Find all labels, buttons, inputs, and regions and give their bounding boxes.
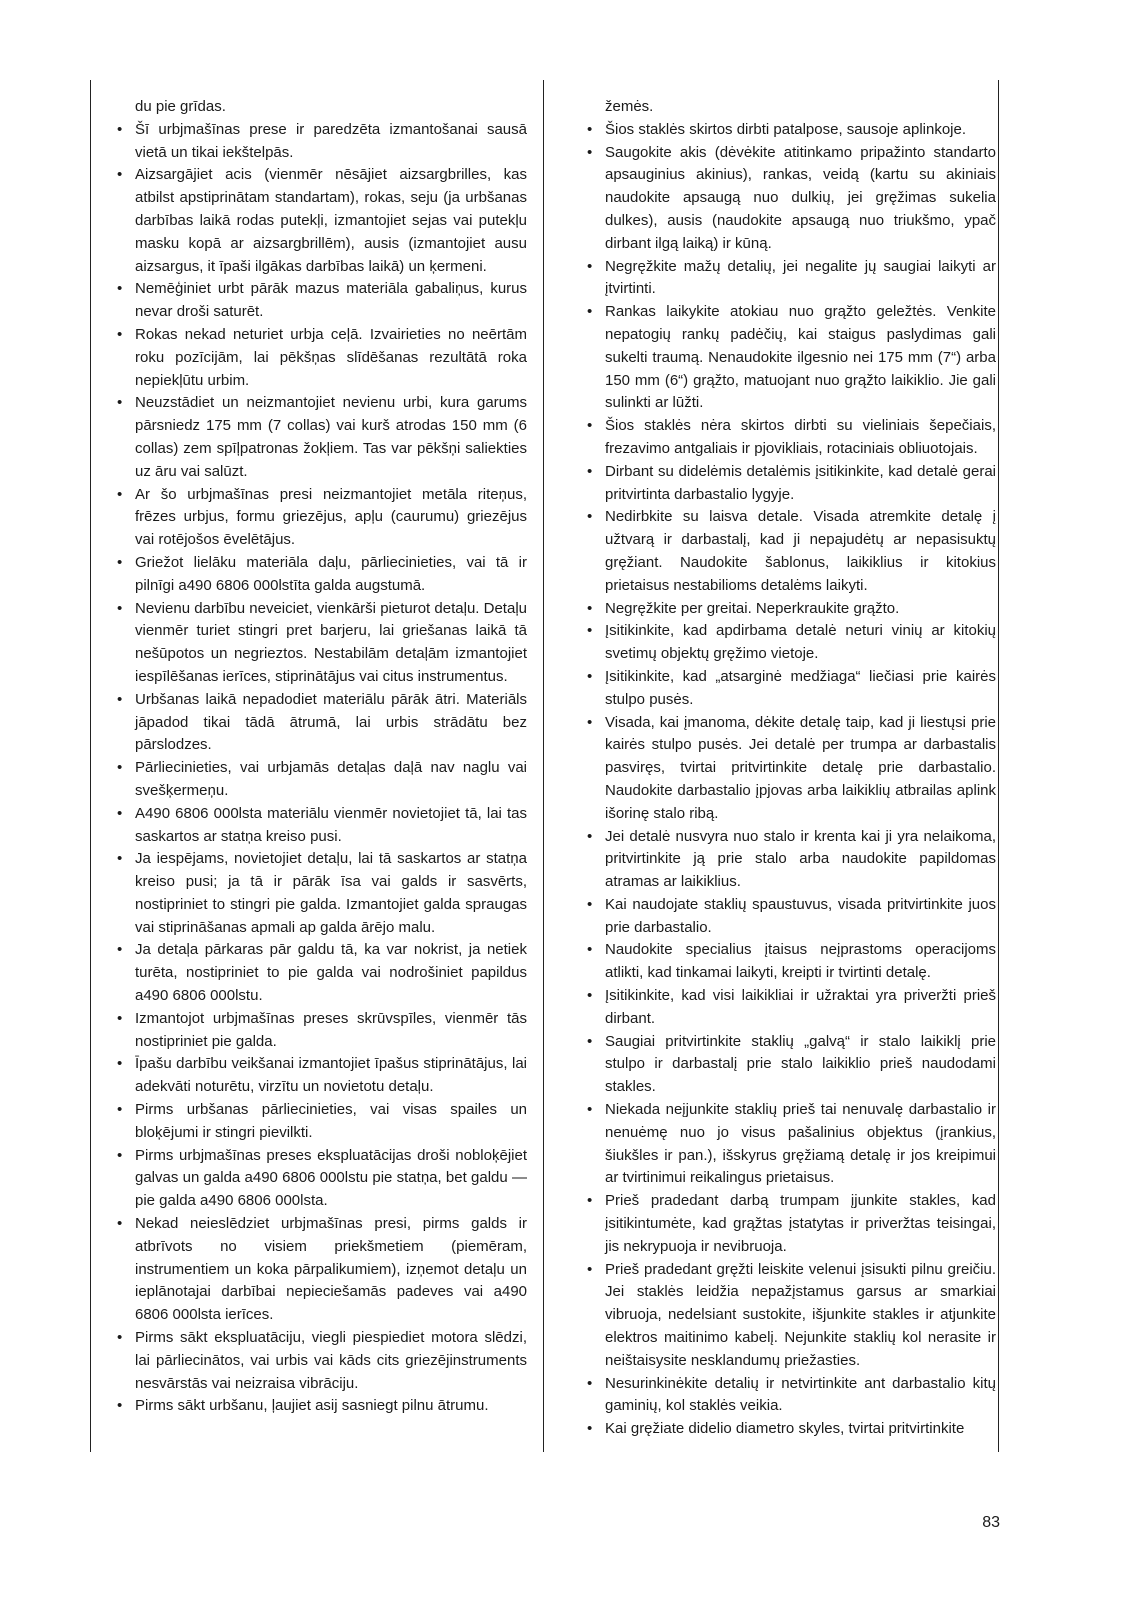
list-item: • Saugiai pritvirtinkite staklių „galvą“ ir stalo laikiklį prie stulpo ir darbastalį prie stalo laikiklio prieš naudodami stakles. — [587, 1031, 996, 1099]
list-item: • Nevienu darbību neveiciet, vienkārši pieturot detaļu. Detaļu vienmēr turiet stingri pret barjeru, lai griešanas laikā tā nešūpotos un negrieztos. Nestabilām detaļām izmantojiet iespīlēšanas ierīces, stiprinātājus vai citus instrumentus. — [117, 598, 527, 689]
list-item: • Prieš pradedant gręžti leiskite velenui įsisukti pilnu greičiu. Jei staklės leidžia nepažįstamus garsus ar smarkiai vibruoja, nedelsiant sustokite, išjunkite stakles ir atjunkite elektros maitinimo kabelį. Nejunkite staklių kol nerasite ir neištaisysite nesklandumų priežasties. — [587, 1259, 996, 1373]
list-item: • Šī urbjmašīnas prese ir paredzēta izmantošanai sausā vietā un tikai iekštelpās. — [117, 119, 527, 165]
list-item: • Pārliecinieties, vai urbjamās detaļas daļā nav naglu vai svešķermeņu. — [117, 757, 527, 803]
list-item: • Pirms urbšanas pārliecinieties, vai visas spailes un bloķējumi ir stingri pievilkti. — [117, 1099, 527, 1145]
left-margin-rule — [90, 80, 91, 1452]
list-item: • Rankas laikykite atokiau nuo grąžto geležtės. Venkite nepatogių rankų padėčių, kai staigus paslydimas gali sukelti traumą. Nenaudokite ilgesnio nei 175 mm (7“) arba 150 mm (6“) grąžto, matuojant nuo grąžto laikiklio. Jie gali sulinkti ar lūžti. — [587, 301, 996, 415]
list-item: • Saugokite akis (dėvėkite atitinkamo pripažinto standarto apsauginius akinius), rankas, veidą (kartu su akiniais naudokite apsaugą nuo dulkių, jei gręžimas sukelia dulkes), ausis (naudokite apsaugą nuo triukšmo, ypač dirbant ilgą laiką) ir kūną. — [587, 142, 996, 256]
list-item: • Įsitikinkite, kad visi laikikliai ir užraktai yra priveržti prieš dirbant. — [587, 985, 996, 1031]
center-divider-rule — [543, 80, 544, 1452]
list-item: • Šios staklės skirtos dirbti patalpose, sausoje aplinkoje. — [587, 119, 996, 142]
list-item: • Įsitikinkite, kad „atsarginė medžiaga“ liečiasi prie kairės stulpo pusės. — [587, 666, 996, 712]
list-item: • Kai gręžiate didelio diametro skyles, tvirtai pritvirtinkite — [587, 1418, 996, 1441]
list-item: • Griežot lielāku materiāla daļu, pārliecinieties, vai tā ir pilnīgi a490 6806 000lstīta galda augstumā. — [117, 552, 527, 598]
list-item: • Ja iespējams, novietojiet detaļu, lai tā saskartos ar statņa kreiso pusi; ja tā ir pārāk īsa vai galds ir sasvērts, nostipriniet to stingri pie galda. Izmantojiet galda spraugas vai stiprināšanas apmali ap galda ārējo malu. — [117, 848, 527, 939]
list-item: • Neuzstādiet un neizmantojiet nevienu urbi, kura garums pārsniedz 175 mm (7 collas) vai kurš atrodas 150 mm (6 collas) zem spīļpatronas žokļiem. Tas var pēkšņi saliekties uz āru vai salūzt. — [117, 392, 527, 483]
list-item: • Īpašu darbību veikšanai izmantojiet īpašus stiprinātājus, lai adekvāti noturētu, virzītu un novietotu detaļu. — [117, 1053, 527, 1099]
list-item: • Nemēģiniet urbt pārāk mazus materiāla gabaliņus, kurus nevar droši saturēt. — [117, 278, 527, 324]
list-item: • Nedirbkite su laisva detale. Visada atremkite detalę į užtvarą ir darbastalį, kad ji nepajudėtų ar nepasisuktų gręžiant. Naudokite šablonus, laikiklius ir kitokius prietaisus nestabilioms detalėms laikyti. — [587, 506, 996, 597]
right-column-lead: žemės. — [605, 98, 654, 115]
list-item: • Ar šo urbjmašīnas presi neizmantojiet metāla riteņus, frēzes urbjus, formu griezējus, apļu (caurumu) griezējus vai rotējošos ēvelētājus. — [117, 484, 527, 552]
left-column — [117, 96, 527, 1418]
list-item: • Pirms sākt urbšanu, ļaujiet asij sasniegt pilnu ātrumu. — [117, 1395, 527, 1418]
list-item: • Rokas nekad neturiet urbja ceļā. Izvairieties no neērtām roku pozīcijām, lai pēkšņas slīdēšanas rezultātā roka nepiekļūtu urbim. — [117, 324, 527, 392]
left-bullet-list — [117, 119, 527, 1418]
left-column-lead: du pie grīdas. — [135, 98, 226, 115]
list-item: • Įsitikinkite, kad apdirbama detalė neturi vinių ar kitokių svetimų objektų gręžimo vietoje. — [587, 620, 996, 666]
list-item: • Prieš pradedant darbą trumpam įjunkite stakles, kad įsitikintumėte, kad grąžtas įstatytas ir priveržtas teisingai, jis nekrypuoja ir nevibruoja. — [587, 1190, 996, 1258]
list-item: • Šios staklės nėra skirtos dirbti su vieliniais šepečiais, frezavimo antgaliais ir pjovikliais, rotaciniais obliuotojais. — [587, 415, 996, 461]
list-item: • Negręžkite mažų detalių, jei negalite jų saugiai laikyti ar įtvirtinti. — [587, 256, 996, 302]
list-item: • Kai naudojate staklių spaustuvus, visada pritvirtinkite juos prie darbastalio. — [587, 894, 996, 940]
page-number: 83 — [982, 1514, 1000, 1531]
right-column — [587, 96, 996, 1441]
list-item: • Aizsargājiet acis (vienmēr nēsājiet aizsargbrilles, kas atbilst apstiprinātam standartam), rokas, seju (ja urbšanas darbības laikā rodas putekļi, izmantojiet sejas vai putekļu masku kopā ar aizsargbrillēm), ausis (izmantojiet ausu aizsargus, it īpaši ilgākas darbības laikā) un ķermeni. — [117, 164, 527, 278]
list-item: • Urbšanas laikā nepadodiet materiālu pārāk ātri. Materiāls jāpadod tikai tādā ātrumā, lai urbis strādātu bez pārslodzes. — [117, 689, 527, 757]
list-item: • Pirms urbjmašīnas preses ekspluatācijas droši nobloķējiet galvas un galda a490 6806 000lstu pie statņa, bet galdu — pie galda a490 6806 000lsta. — [117, 1145, 527, 1213]
right-margin-rule — [998, 80, 999, 1452]
list-item: • Dirbant su didelėmis detalėmis įsitikinkite, kad detalė gerai pritvirtinta darbastalio lygyje. — [587, 461, 996, 507]
list-item: • Niekada neįjunkite staklių prieš tai nenuvalę darbastalio ir nenuėmę nuo jo visus pašalinius objektus (įrankius, šiukšles ir pan.), išskyrus gręžiamą detalę ir jos kreipimui ar tvirtinimui reikalingus prietaisus. — [587, 1099, 996, 1190]
list-item: • Jei detalė nusvyra nuo stalo ir krenta kai ji yra nelaikoma, pritvirtinkite ją prie stalo arba naudokite papildomas atramas ar laikiklius. — [587, 826, 996, 894]
list-item: • A490 6806 000lsta materiālu vienmēr novietojiet tā, lai tas saskartos ar statņa kreiso pusi. — [117, 803, 527, 849]
list-item: • Pirms sākt ekspluatāciju, viegli piespiediet motora slēdzi, lai pārliecinātos, vai urbis vai kāds cits griezējinstruments nesvārstās vai neizraisa vibrāciju. — [117, 1327, 527, 1395]
list-item: • Negręžkite per greitai. Neperkraukite grąžto. — [587, 598, 996, 621]
list-item: • Ja detaļa pārkaras pār galdu tā, ka var nokrist, ja netiek turēta, nostipriniet to pie galda vai nodrošiniet papildus a490 6806 000lstu. — [117, 939, 527, 1007]
list-item: • Nekad neieslēdziet urbjmašīnas presi, pirms galds ir atbrīvots no visiem priekšmetiem (piemēram, instrumentiem un koka pārpalikumiem), izņemot detaļu un ieplānotajai darbībai nepieciešamās padeves vai a490 6806 000lsta ierīces. — [117, 1213, 527, 1327]
list-item: • Visada, kai įmanoma, dėkite detalę taip, kad ji liestųsi prie kairės stulpo pusės. Jei detalė per trumpa ar darbastalis pasviręs, tvirtai pritvirtinkite detalę prie darbastalio. Naudokite darbastalio įpjovas arba laikiklių atbrailas aplink išorinę stalo ribą. — [587, 712, 996, 826]
list-item: • Nesurinkinėkite detalių ir netvirtinkite ant darbastalio kitų gaminių, kol staklės veikia. — [587, 1373, 996, 1419]
list-item: • Izmantojot urbjmašīnas preses skrūvspīles, vienmēr tās nostipriniet pie galda. — [117, 1008, 527, 1054]
list-item: • Naudokite specialius įtaisus neįprastoms operacijoms atlikti, kad tinkamai laikyti, kreipti ir tvirtinti detalę. — [587, 939, 996, 985]
right-bullet-list — [587, 119, 996, 1441]
